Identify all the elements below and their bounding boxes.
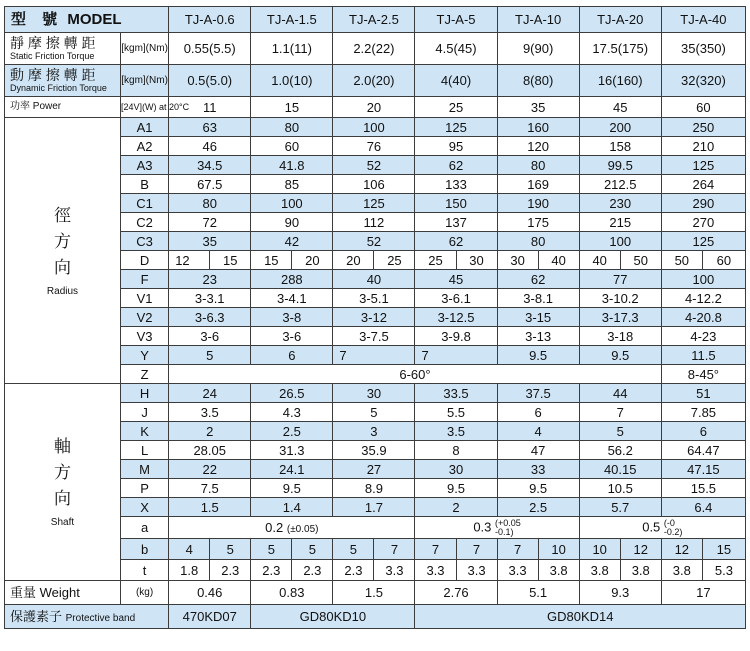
dim-value: 2.3 — [333, 560, 374, 581]
dim-value: 3-6 — [169, 327, 251, 346]
dim-value: 11.5 — [661, 346, 745, 365]
shaft-group-label — [5, 384, 121, 581]
power-label: 功率 Power — [5, 97, 121, 118]
dim-value: 8-45° — [661, 365, 745, 384]
dynamic-torque-row — [5, 65, 746, 97]
dim-label: M — [120, 460, 168, 479]
dim-value: 9.5 — [497, 346, 579, 365]
protective-row — [5, 605, 746, 629]
protective-value: GD80KD14 — [415, 605, 746, 629]
dim-value: 23 — [169, 270, 251, 289]
dim-value: 28.05 — [169, 441, 251, 460]
dim-value: 80 — [251, 118, 333, 137]
dim-value: 270 — [661, 213, 745, 232]
dim-value: 2.3 — [292, 560, 333, 581]
dim-value: 40 — [333, 270, 415, 289]
dynamic-torque-unit: [kgm](Nm) — [120, 65, 168, 97]
dim-value: 3-18 — [579, 327, 661, 346]
dim-value: 2.3 — [251, 560, 292, 581]
model-cjk: 型 號 — [11, 11, 64, 28]
power-unit: [24V](W) at 20°C — [120, 97, 168, 118]
dim-value: 62 — [415, 232, 497, 251]
dim-value: 6 — [497, 403, 579, 422]
dim-value: 158 — [579, 137, 661, 156]
dynamic-torque-value: 16(160) — [579, 65, 661, 97]
weight-value: 5.1 — [497, 581, 579, 605]
dim-value: 3-6.1 — [415, 289, 497, 308]
a-value-3-tol-up: (-0 — [663, 517, 675, 528]
dim-value: 7.85 — [661, 403, 745, 422]
protective-en: Protective band — [65, 612, 136, 624]
model-name: TJ-A-10 — [497, 7, 579, 33]
dim-value: 169 — [497, 175, 579, 194]
dim-value: 7 — [333, 346, 415, 365]
dynamic-torque-value: 4(40) — [415, 65, 497, 97]
dim-value: 22 — [169, 460, 251, 479]
a-value-3 — [579, 517, 745, 539]
dim-value: 12 — [169, 251, 210, 270]
weight-value: 17 — [661, 581, 745, 605]
model-name: TJ-A-1.5 — [251, 7, 333, 33]
power-value: 15 — [251, 97, 333, 118]
dim-value: 133 — [415, 175, 497, 194]
dim-value: 42 — [251, 232, 333, 251]
static-torque-value: 4.5(45) — [415, 33, 497, 65]
dim-value: 4-12.2 — [661, 289, 745, 308]
dim-value: 99.5 — [579, 156, 661, 175]
dim-value: 62 — [497, 270, 579, 289]
weight-value: 0.83 — [251, 581, 333, 605]
protective-label — [5, 605, 169, 629]
static-torque-row — [5, 33, 746, 65]
dim-value: 31.3 — [251, 441, 333, 460]
dim-value: 6 — [661, 422, 745, 441]
radius-row-a1 — [5, 118, 746, 137]
dim-label: a — [120, 517, 168, 539]
power-value: 11 — [169, 97, 251, 118]
weight-row — [5, 581, 746, 605]
dim-value: 5.7 — [579, 498, 661, 517]
model-name: TJ-A-20 — [579, 7, 661, 33]
dim-value: 95 — [415, 137, 497, 156]
dim-label: P — [120, 479, 168, 498]
dim-value: 7 — [374, 539, 415, 560]
dim-label: t — [120, 560, 168, 581]
dim-value: 50 — [661, 251, 702, 270]
dim-value: 64.47 — [661, 441, 745, 460]
radius-cjk-3: 向 — [53, 257, 71, 277]
dim-value: 25 — [415, 251, 456, 270]
dim-value: 24 — [169, 384, 251, 403]
a-value-2-main: 0.3 — [473, 518, 492, 534]
power-value: 20 — [333, 97, 415, 118]
protective-value: GD80KD10 — [251, 605, 415, 629]
static-torque-value: 0.55(5.5) — [169, 33, 251, 65]
dim-value: 7 — [415, 539, 456, 560]
dim-value: 3.8 — [661, 560, 702, 581]
dim-value: 100 — [661, 270, 745, 289]
dynamic-torque-value: 0.5(5.0) — [169, 65, 251, 97]
dim-value: 10 — [538, 539, 579, 560]
dim-label: Y — [120, 346, 168, 365]
dim-value: 106 — [333, 175, 415, 194]
dim-value: 15 — [702, 539, 745, 560]
dim-value: 3-10.2 — [579, 289, 661, 308]
dim-value: 3-3.1 — [169, 289, 251, 308]
dim-label: b — [120, 539, 168, 560]
dim-value: 1.5 — [169, 498, 251, 517]
static-torque-unit: [kgm](Nm) — [120, 33, 168, 65]
dim-value: 3-7.5 — [333, 327, 415, 346]
weight-value: 0.46 — [169, 581, 251, 605]
dim-value: 175 — [497, 213, 579, 232]
dim-value: 2 — [415, 498, 497, 517]
radius-en: Radius — [46, 285, 79, 297]
dim-value: 3.5 — [415, 422, 497, 441]
dim-value: 3.3 — [415, 560, 456, 581]
power-row — [5, 97, 746, 118]
dim-value: 9.5 — [497, 479, 579, 498]
dim-value: 3.3 — [497, 560, 538, 581]
dim-value: 137 — [415, 213, 497, 232]
model-header — [5, 7, 169, 33]
dim-value: 160 — [497, 118, 579, 137]
dim-value: 290 — [661, 194, 745, 213]
a-value-3-tol-dn: -0.2) — [663, 526, 683, 537]
dim-value: 125 — [661, 232, 745, 251]
dim-value: 5.3 — [702, 560, 745, 581]
dim-value: 5 — [251, 539, 292, 560]
radius-cjk-2: 方 — [53, 231, 71, 251]
dim-value: 3-13 — [497, 327, 579, 346]
dim-value: 2.5 — [497, 498, 579, 517]
dynamic-torque-label — [5, 65, 121, 97]
dim-value: 40.15 — [579, 460, 661, 479]
dim-value: 200 — [579, 118, 661, 137]
dim-value: 62 — [415, 156, 497, 175]
static-torque-en: Static Friction Torque — [10, 51, 95, 61]
dim-value: 40 — [538, 251, 579, 270]
dim-value: 100 — [579, 232, 661, 251]
header-row — [5, 7, 746, 33]
dim-value: 2.3 — [210, 560, 251, 581]
dim-value: 120 — [497, 137, 579, 156]
dynamic-torque-value: 2.0(20) — [333, 65, 415, 97]
dim-value: 6 — [251, 346, 333, 365]
dim-value: 9.5 — [579, 346, 661, 365]
dim-value: 7 — [579, 403, 661, 422]
dim-value: 72 — [169, 213, 251, 232]
weight-value: 2.76 — [415, 581, 497, 605]
dim-value: 25 — [374, 251, 415, 270]
dim-label: C3 — [120, 232, 168, 251]
protective-value: 470KD07 — [169, 605, 251, 629]
shaft-cjk-1: 軸 — [53, 437, 71, 456]
dim-value: 3.5 — [169, 403, 251, 422]
dim-label: A3 — [120, 156, 168, 175]
dim-value: 125 — [415, 118, 497, 137]
dim-value: 190 — [497, 194, 579, 213]
dim-value: 60 — [251, 137, 333, 156]
dim-label: K — [120, 422, 168, 441]
dim-value: 4-23 — [661, 327, 745, 346]
protective-cjk: 保護素子 — [10, 608, 63, 624]
dim-value: 125 — [661, 156, 745, 175]
dim-value: 5 — [579, 422, 661, 441]
dim-value: 52 — [333, 156, 415, 175]
dim-value: 10.5 — [579, 479, 661, 498]
dim-value: 41.8 — [251, 156, 333, 175]
dim-value: 30 — [333, 384, 415, 403]
dim-label: B — [120, 175, 168, 194]
power-value: 45 — [579, 97, 661, 118]
power-value: 60 — [661, 97, 745, 118]
dim-label: H — [120, 384, 168, 403]
dim-value: 30 — [456, 251, 497, 270]
dim-value: 3-17.3 — [579, 308, 661, 327]
weight-value: 9.3 — [579, 581, 661, 605]
dim-value: 52 — [333, 232, 415, 251]
model-name: TJ-A-5 — [415, 7, 497, 33]
model-name: TJ-A-2.5 — [333, 7, 415, 33]
dim-value: 20 — [333, 251, 374, 270]
dim-value: 67.5 — [169, 175, 251, 194]
dim-value: 3-9.8 — [415, 327, 497, 346]
dim-value: 47.15 — [661, 460, 745, 479]
dim-value: 3.8 — [538, 560, 579, 581]
dynamic-torque-value: 1.0(10) — [251, 65, 333, 97]
dim-value: 3-8 — [251, 308, 333, 327]
dim-value: 4.3 — [251, 403, 333, 422]
dim-value: 150 — [415, 194, 497, 213]
dim-value: 210 — [661, 137, 745, 156]
dim-value: 34.5 — [169, 156, 251, 175]
dim-value: 8.9 — [333, 479, 415, 498]
dim-value: 1.7 — [333, 498, 415, 517]
dim-value: 26.5 — [251, 384, 333, 403]
dim-value: 264 — [661, 175, 745, 194]
dim-value: 80 — [497, 156, 579, 175]
dim-value: 7 — [497, 539, 538, 560]
dim-value: 4-20.8 — [661, 308, 745, 327]
dim-value: 27 — [333, 460, 415, 479]
radius-cjk-1: 徑 — [53, 205, 71, 225]
dim-value: 4 — [497, 422, 579, 441]
dim-value: 10 — [579, 539, 620, 560]
dim-value: 77 — [579, 270, 661, 289]
dim-value: 15.5 — [661, 479, 745, 498]
a-value-2-tol — [495, 519, 521, 537]
dim-value: 5 — [210, 539, 251, 560]
dim-value: 33 — [497, 460, 579, 479]
dynamic-torque-en: Dynamic Friction Torque — [10, 83, 107, 93]
dynamic-torque-value: 8(80) — [497, 65, 579, 97]
a-value-1-main: 0.2 — [265, 519, 284, 535]
dim-label: A2 — [120, 137, 168, 156]
dim-value: 3-12.5 — [415, 308, 497, 327]
dim-label: L — [120, 441, 168, 460]
dim-value: 46 — [169, 137, 251, 156]
dim-value: 6-60° — [169, 365, 662, 384]
dim-value: 15 — [251, 251, 292, 270]
dim-value: 45 — [415, 270, 497, 289]
dim-label: V2 — [120, 308, 168, 327]
dim-label: C1 — [120, 194, 168, 213]
dim-label: J — [120, 403, 168, 422]
a-value-1 — [169, 517, 415, 539]
dim-label: X — [120, 498, 168, 517]
dim-label: A1 — [120, 118, 168, 137]
static-torque-label — [5, 33, 121, 65]
dim-value: 5.5 — [415, 403, 497, 422]
dim-value: 3.3 — [456, 560, 497, 581]
a-value-2-tol-up: (+0.05 — [495, 517, 521, 528]
dim-value: 15 — [210, 251, 251, 270]
dim-label: C2 — [120, 213, 168, 232]
dim-value: 215 — [579, 213, 661, 232]
dim-value: 3-4.1 — [251, 289, 333, 308]
dim-value: 80 — [169, 194, 251, 213]
dim-value: 3.8 — [620, 560, 661, 581]
dim-value: 100 — [333, 118, 415, 137]
a-value-2-tol-dn: -0.1) — [495, 526, 514, 537]
dim-value: 76 — [333, 137, 415, 156]
dim-value: 112 — [333, 213, 415, 232]
dim-value: 9.5 — [415, 479, 497, 498]
dim-label: Z — [120, 365, 168, 384]
dim-value: 1.8 — [169, 560, 210, 581]
dim-value: 60 — [702, 251, 745, 270]
dim-value: 40 — [579, 251, 620, 270]
power-value: 25 — [415, 97, 497, 118]
static-torque-value: 9(90) — [497, 33, 579, 65]
dim-value: 30 — [415, 460, 497, 479]
static-torque-value: 1.1(11) — [251, 33, 333, 65]
weight-value: 1.5 — [333, 581, 415, 605]
dim-value: 3-12 — [333, 308, 415, 327]
dim-value: 35.9 — [333, 441, 415, 460]
dim-value: 5 — [333, 539, 374, 560]
dim-value: 7 — [415, 346, 497, 365]
dim-value: 8 — [415, 441, 497, 460]
dim-value: 250 — [661, 118, 745, 137]
dim-value: 12 — [661, 539, 702, 560]
dim-value: 50 — [620, 251, 661, 270]
dynamic-torque-value: 32(320) — [661, 65, 745, 97]
model-name: TJ-A-40 — [661, 7, 745, 33]
dim-value: 212.5 — [579, 175, 661, 194]
dim-value: 7.5 — [169, 479, 251, 498]
dim-value: 37.5 — [497, 384, 579, 403]
dim-value: 4 — [169, 539, 210, 560]
dim-value: 12 — [620, 539, 661, 560]
dim-value: 230 — [579, 194, 661, 213]
a-value-3-main: 0.5 — [642, 518, 661, 534]
dim-value: 2.5 — [251, 422, 333, 441]
static-torque-value: 35(350) — [661, 33, 745, 65]
static-torque-value: 2.2(22) — [333, 33, 415, 65]
radius-group-label — [5, 118, 121, 384]
dim-value: 51 — [661, 384, 745, 403]
dim-value: 44 — [579, 384, 661, 403]
dim-value: 1.4 — [251, 498, 333, 517]
dim-value: 288 — [251, 270, 333, 289]
model-name: TJ-A-0.6 — [169, 7, 251, 33]
dim-value: 33.5 — [415, 384, 497, 403]
dim-value: 85 — [251, 175, 333, 194]
dim-value: 24.1 — [251, 460, 333, 479]
dim-value: 9.5 — [251, 479, 333, 498]
dim-label: D — [120, 251, 168, 270]
dim-value: 20 — [292, 251, 333, 270]
model-en: MODEL — [67, 11, 122, 28]
dim-value: 3.8 — [579, 560, 620, 581]
dim-value: 2 — [169, 422, 251, 441]
shaft-cjk-2: 方 — [53, 463, 71, 482]
spec-table — [4, 6, 746, 629]
shaft-row-h — [5, 384, 746, 403]
dim-value: 3-15 — [497, 308, 579, 327]
dim-value: 63 — [169, 118, 251, 137]
shaft-en: Shaft — [50, 517, 75, 528]
a-value-1-tol: (±0.05) — [286, 523, 319, 535]
dim-value: 90 — [251, 213, 333, 232]
a-value-2 — [415, 517, 579, 539]
dim-value: 3-8.1 — [497, 289, 579, 308]
weight-label: 重量 Weight — [5, 581, 121, 605]
dim-value: 3 — [333, 422, 415, 441]
dim-value: 3.3 — [374, 560, 415, 581]
a-value-3-tol — [664, 519, 683, 537]
power-value: 35 — [497, 97, 579, 118]
dim-value: 7 — [456, 539, 497, 560]
dim-value: 3-5.1 — [333, 289, 415, 308]
dim-value: 6.4 — [661, 498, 745, 517]
dim-value: 47 — [497, 441, 579, 460]
dim-value: 35 — [169, 232, 251, 251]
dim-label: V3 — [120, 327, 168, 346]
dynamic-torque-cjk: 動 摩 擦 轉 距 — [10, 67, 96, 83]
dim-value: 30 — [497, 251, 538, 270]
dim-value: 5 — [333, 403, 415, 422]
dim-value: 5 — [169, 346, 251, 365]
dim-value: 56.2 — [579, 441, 661, 460]
dim-value: 100 — [251, 194, 333, 213]
dim-value: 3-6.3 — [169, 308, 251, 327]
dim-value: 80 — [497, 232, 579, 251]
weight-unit: (kg) — [120, 581, 168, 605]
dim-label: F — [120, 270, 168, 289]
dim-value: 3-6 — [251, 327, 333, 346]
dim-label: V1 — [120, 289, 168, 308]
static-torque-value: 17.5(175) — [579, 33, 661, 65]
dim-value: 125 — [333, 194, 415, 213]
shaft-cjk-3: 向 — [53, 489, 71, 508]
dim-value: 5 — [292, 539, 333, 560]
static-torque-cjk: 靜 摩 擦 轉 距 — [10, 35, 96, 51]
